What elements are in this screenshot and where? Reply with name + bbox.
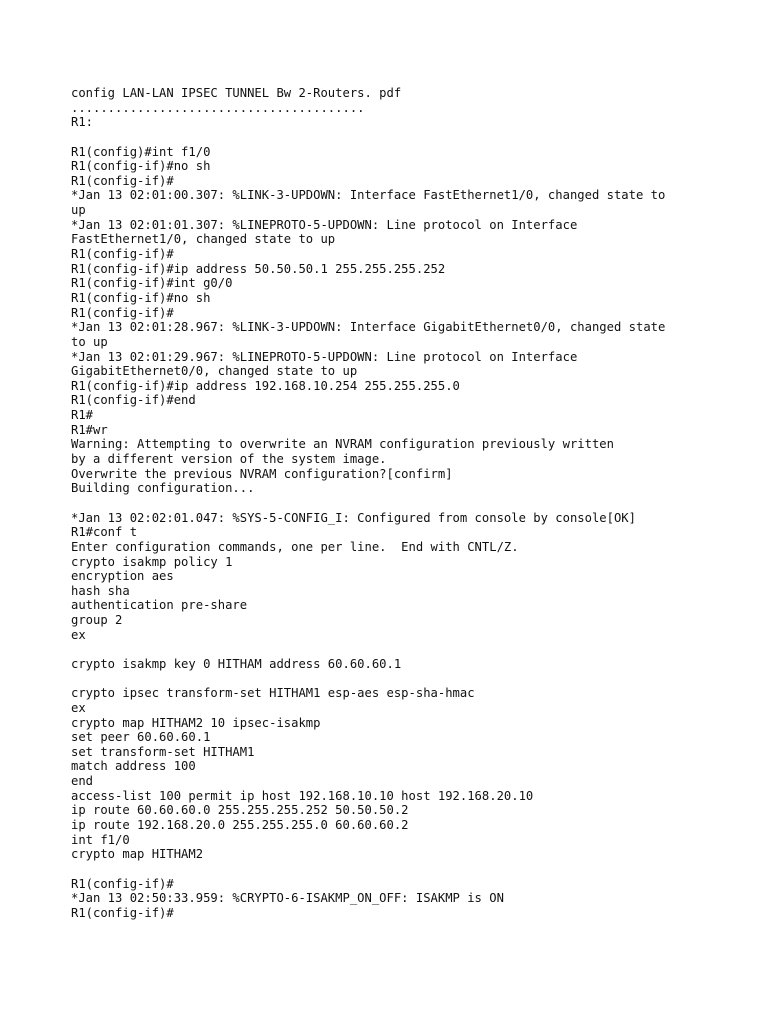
text-line: R1#conf t: [71, 525, 138, 540]
config-text-body: [71, 86, 751, 921]
text-line: set peer 60.60.60.1: [71, 730, 211, 745]
text-line: to up: [71, 334, 108, 349]
text-line: match address 100: [71, 759, 196, 774]
text-line: end: [71, 774, 94, 789]
dotted-separator-line: ........................................: [71, 100, 365, 115]
text-line: Enter configuration commands, one per line. End with CNTL/Z.: [71, 539, 519, 554]
text-line: R1(config-if)#no sh: [71, 159, 211, 174]
text-line: FastEthernet1/0, changed state to up: [71, 232, 336, 247]
text-line: *Jan 13 02:50:33.959: %CRYPTO-6-ISAKMP_ON_OFF: ISAKMP is ON: [71, 891, 504, 906]
text-line: Overwrite the previous NVRAM configuration?[confirm]: [71, 466, 453, 481]
text-line: set transform-set HITHAM1: [71, 744, 255, 759]
text-line: authentication pre-share: [71, 598, 248, 613]
doc-title-line: config LAN-LAN IPSEC TUNNEL Bw 2-Routers. pdf: [71, 86, 402, 100]
text-line: up: [71, 203, 86, 218]
text-line: R1(config)#int f1/0: [71, 144, 211, 159]
text-line: by a different version of the system image.: [71, 452, 387, 467]
text-line: Warning: Attempting to overwrite an NVRAM configuration previously written: [71, 437, 614, 452]
blank-line: [71, 862, 751, 877]
text-line: ip route 60.60.60.0 255.255.255.252 50.50.50.2: [71, 803, 409, 818]
text-line: R1(config-if)#ip address 192.168.10.254 255.255.255.0: [71, 378, 460, 393]
text-line: *Jan 13 02:01:01.307: %LINEPROTO-5-UPDOWN: Line protocol on Interface: [71, 217, 578, 232]
text-line: encryption aes: [71, 569, 174, 584]
text-line: R1(config-if)#: [71, 905, 174, 920]
text-line: hash sha: [71, 583, 130, 598]
text-line: ex: [71, 700, 86, 715]
text-line: ex: [71, 627, 86, 642]
text-line: R1#: [71, 408, 94, 423]
text-line: R1(config-if)#ip address 50.50.50.1 255.255.255.252: [71, 261, 446, 276]
text-line: crypto map HITHAM2 10 ipsec-isakmp: [71, 715, 321, 730]
blank-line: [71, 642, 751, 657]
text-line: GigabitEthernet0/0, changed state to up: [71, 364, 358, 379]
text-line: R1(config-if)#int g0/0: [71, 276, 233, 291]
text-line: crypto isakmp policy 1: [71, 554, 233, 569]
text-line: R1(config-if)#end: [71, 393, 196, 408]
text-line: *Jan 13 02:02:01.047: %SYS-5-CONFIG_I: Configured from console by console[OK]: [71, 510, 636, 525]
text-line: R1:: [71, 115, 94, 130]
text-line: crypto ipsec transform-set HITHAM1 esp-aes esp-sha-hmac: [71, 686, 475, 701]
blank-line: [71, 672, 751, 687]
blank-line: [71, 496, 751, 511]
blank-line: [71, 130, 751, 145]
text-line: int f1/0: [71, 832, 130, 847]
text-line: R1(config-if)#: [71, 876, 174, 891]
text-line: ip route 192.168.20.0 255.255.255.0 60.60.60.2: [71, 818, 409, 833]
text-line: group 2: [71, 613, 123, 628]
text-line: R1(config-if)#: [71, 247, 174, 262]
text-line: *Jan 13 02:01:28.967: %LINK-3-UPDOWN: Interface GigabitEthernet0/0, changed state: [71, 320, 666, 335]
text-line: crypto map HITHAM2: [71, 847, 204, 862]
text-line: crypto isakmp key 0 HITHAM address 60.60.60.1: [71, 656, 402, 671]
text-line: *Jan 13 02:01:29.967: %LINEPROTO-5-UPDOWN: Line protocol on Interface: [71, 349, 578, 364]
text-line: Building configuration...: [71, 481, 255, 496]
text-line: access-list 100 permit ip host 192.168.10.10 host 192.168.20.10: [71, 788, 534, 803]
text-line: R1#wr: [71, 422, 108, 437]
text-line: *Jan 13 02:01:00.307: %LINK-3-UPDOWN: Interface FastEthernet1/0, changed state to: [71, 188, 666, 203]
text-line: R1(config-if)#: [71, 173, 174, 188]
text-line: R1(config-if)#: [71, 305, 174, 320]
text-line: R1(config-if)#no sh: [71, 290, 211, 305]
